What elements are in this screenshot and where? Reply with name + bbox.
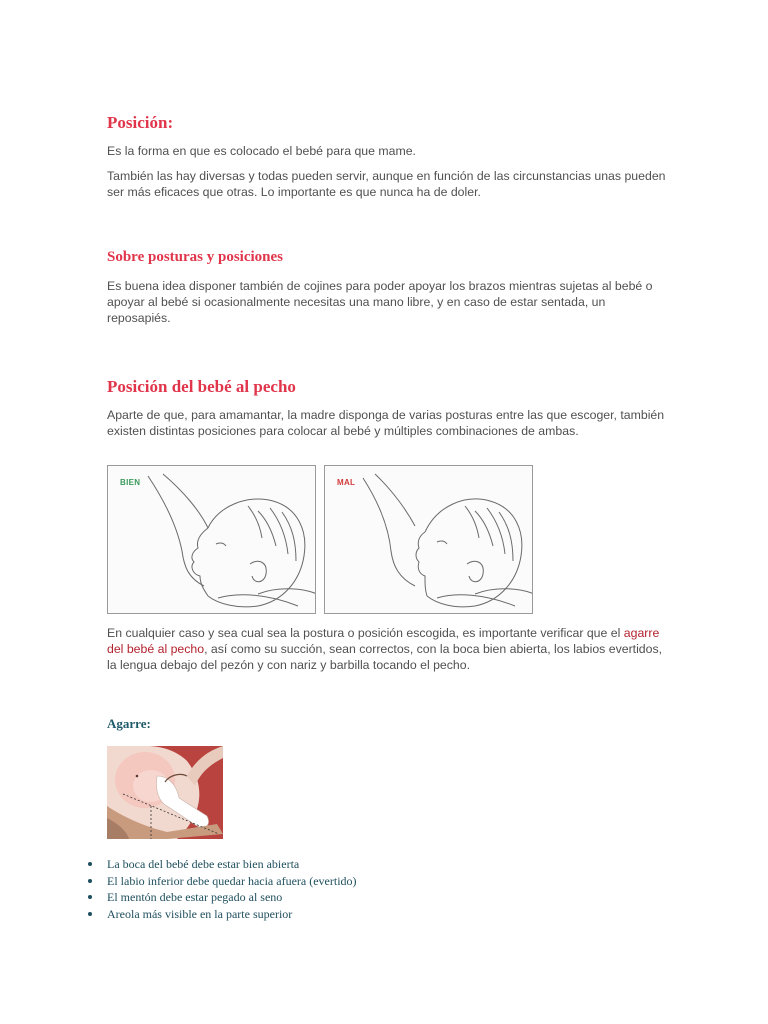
- heading-posicion-bebe: Posición del bebé al pecho: [107, 377, 296, 396]
- list-item: [88, 906, 357, 923]
- paragraph-verificar: [107, 625, 667, 673]
- paragraph-definition: Es la forma en que es colocado el bebé para que mame.: [107, 144, 416, 158]
- bullet-dot-icon: [88, 879, 92, 883]
- latch-diagram-image: [107, 746, 223, 839]
- heading-posturas: Sobre posturas y posiciones: [107, 249, 284, 265]
- paragraph-verificar-end: , así como su succión, sean correctos, con la boca bien abierta, los labios evertidos, la lengua debajo del pezón y con nariz y barbilla tocando el pecho.: [107, 642, 663, 672]
- list-item-text: El mentón debe estar pegado al seno: [107, 890, 283, 904]
- bullet-dot-icon: [88, 862, 92, 866]
- bullet-dot-icon: [88, 895, 92, 899]
- list-item: [88, 856, 357, 873]
- list-item-text: El labio inferior debe quedar hacia afuera (evertido): [107, 873, 357, 888]
- paragraph-diversity: También las hay diversas y todas pueden servir, aunque en función de las circunstancias unas pueden ser más eficaces que otras. Lo importante es que nunca ha de doler.: [107, 169, 666, 199]
- list-item: [88, 873, 357, 890]
- paragraph-aparte: Aparte de que, para amamantar, la madre disponga de varias posturas entre las que escoger, también existen distintas posiciones para colocar al bebé y múltiples combinaciones de ambas.: [107, 408, 665, 438]
- list-item-text: Areola más visible en la parte superior: [107, 906, 293, 921]
- agarre-illustration: [107, 746, 223, 839]
- figure-bien-label: BIEN: [120, 478, 141, 487]
- link-agarre-bebe[interactable]: agarre del bebé al pecho: [107, 626, 660, 656]
- list-item-text: La boca del bebé debe estar bien abierta: [107, 857, 300, 871]
- heading-agarre: Agarre:: [107, 716, 151, 731]
- paragraph-cojines: Es buena idea disponer también de cojines para poder apoyar los brazos mientras sujetas al bebé o apoyar al bebé si ocasionalmente necesitas una mano libre, y en caso de estar sentada, un reposapiés.: [107, 279, 653, 325]
- figure-bien: [107, 465, 316, 614]
- list-item: [88, 889, 357, 906]
- figure-mal: [324, 465, 533, 614]
- figure-mal-label: MAL: [337, 478, 356, 487]
- paragraph-verificar-start: En cualquier caso y sea cual sea la postura o posición escogida, es importante verificar que el: [107, 626, 624, 640]
- baby-latch-bad-illustration: [325, 466, 533, 614]
- agarre-checklist: [88, 856, 357, 922]
- baby-latch-good-illustration: [108, 466, 316, 614]
- bullet-dot-icon: [88, 912, 92, 916]
- heading-posicion: Posición:: [107, 113, 174, 132]
